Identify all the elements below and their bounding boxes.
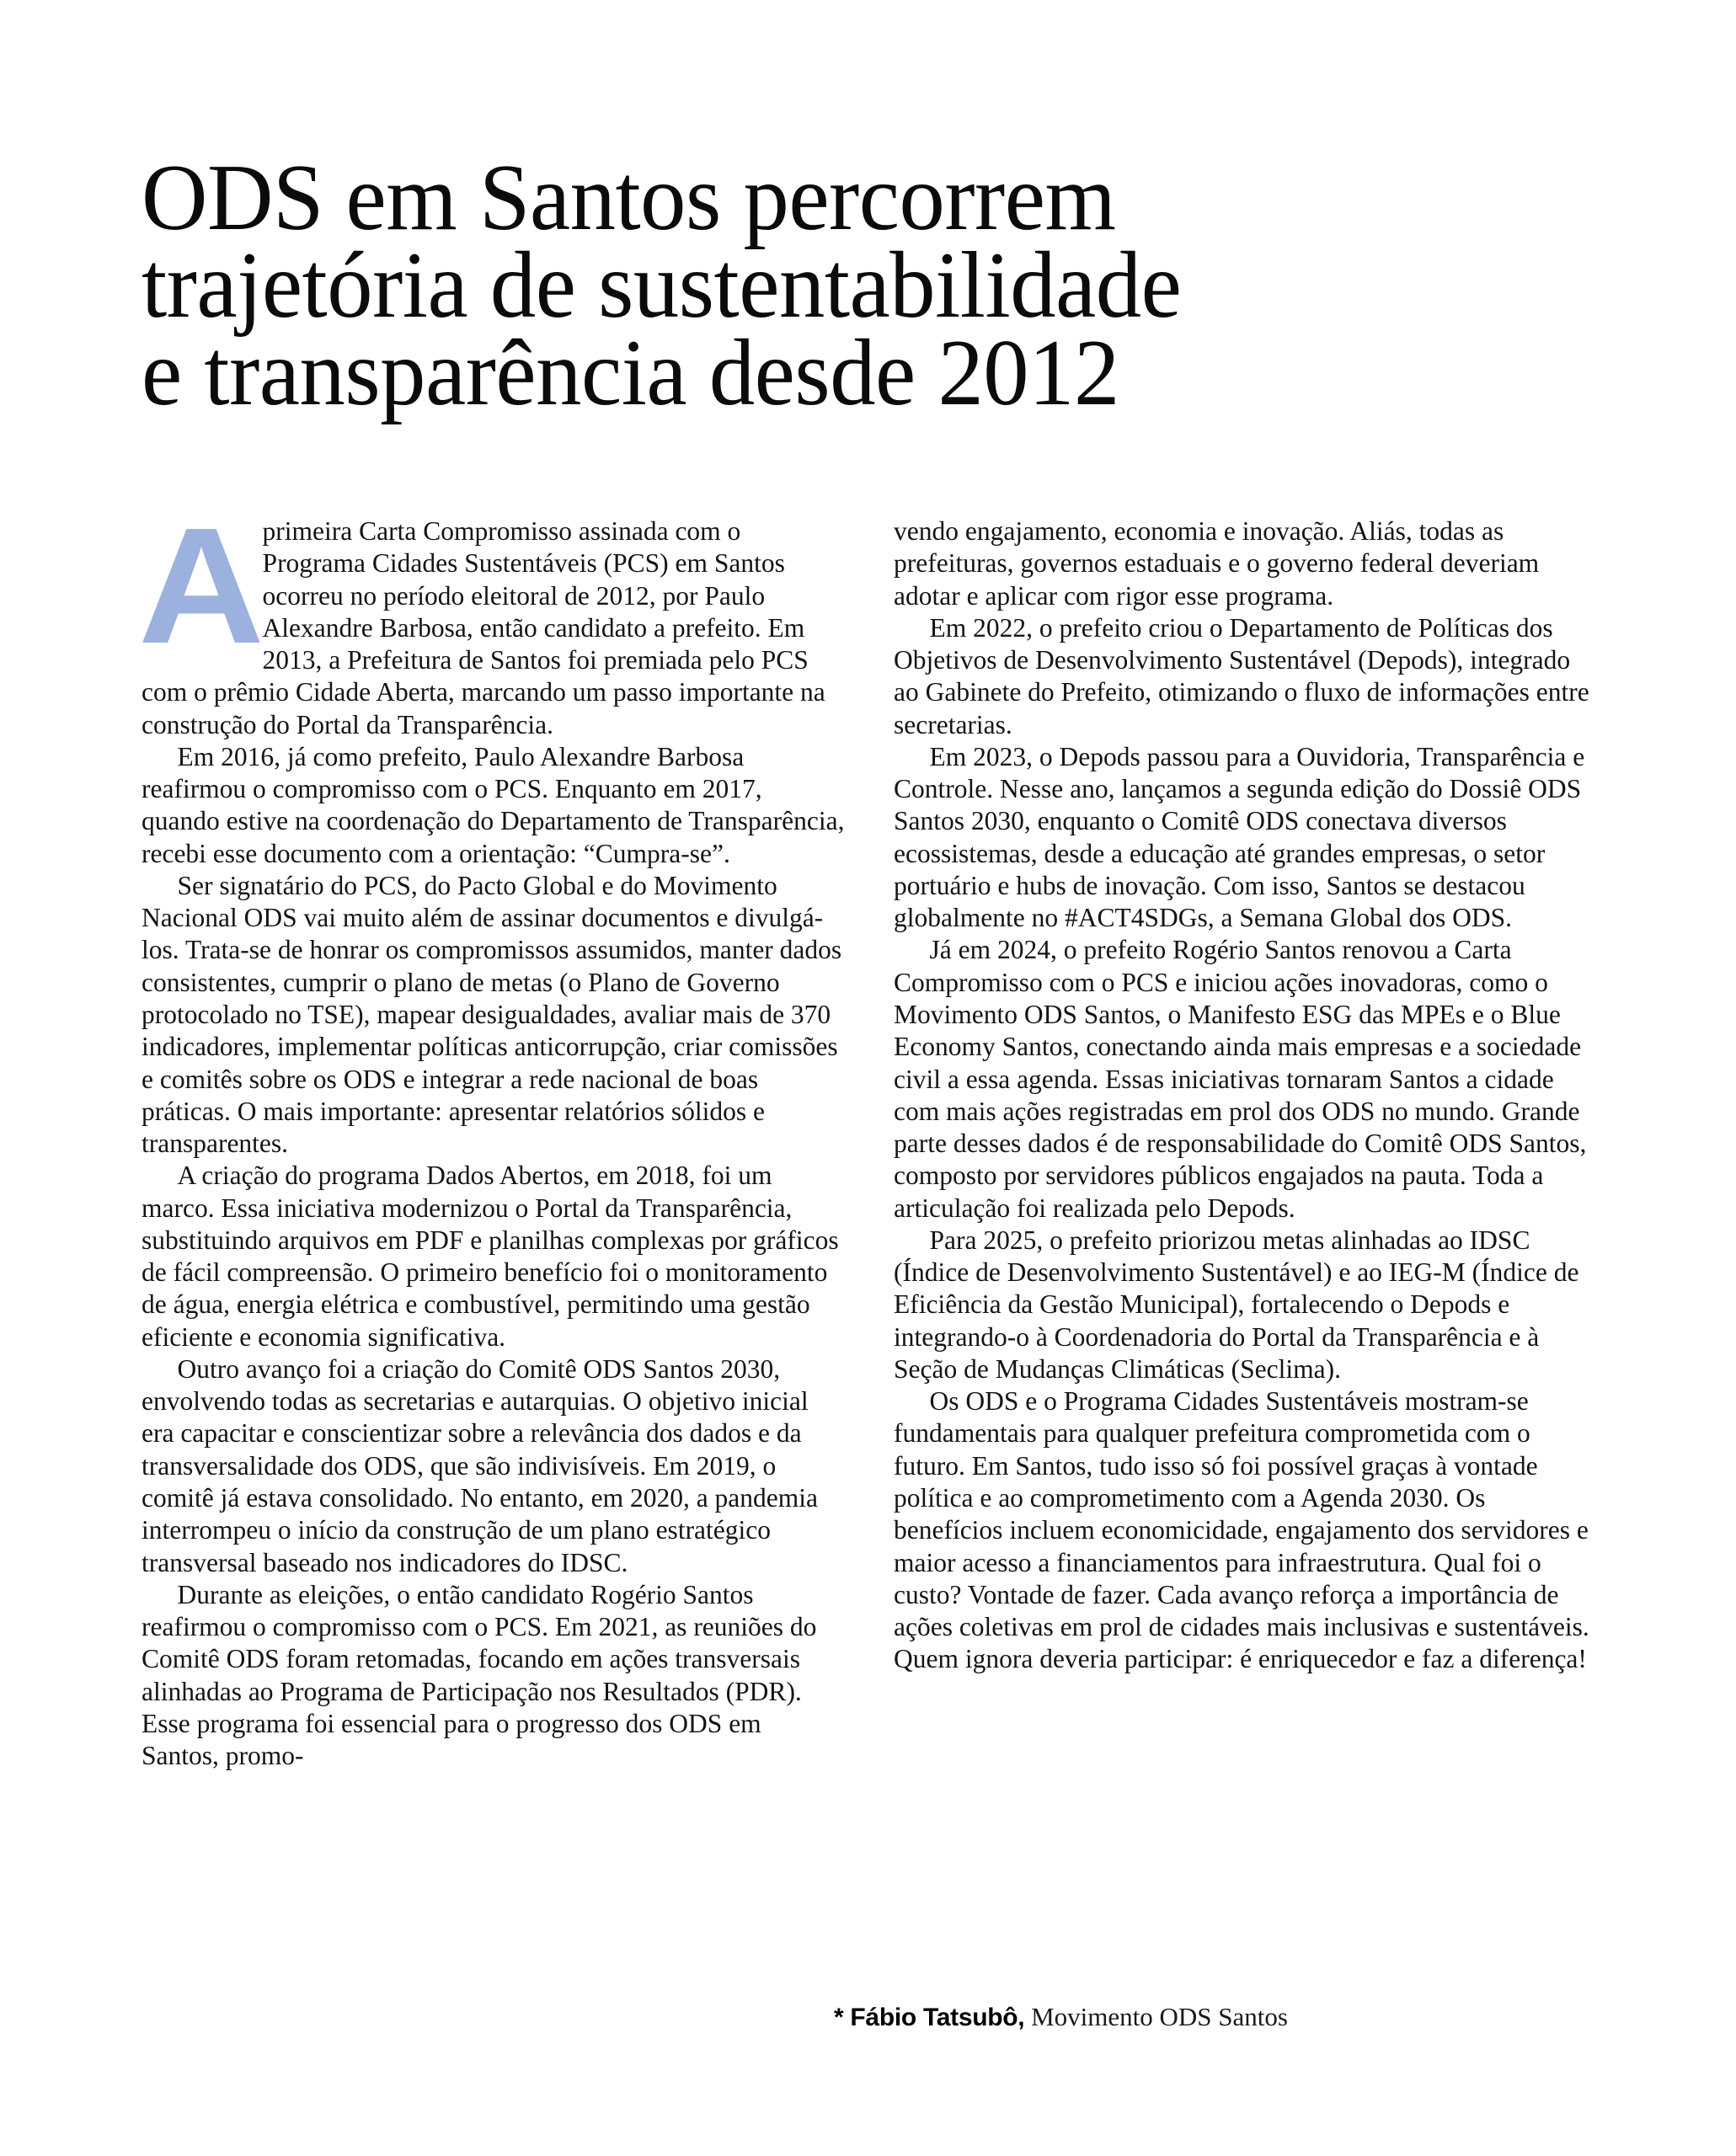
byline-author: * Fábio Tatsubô, [834,2004,1025,2031]
byline-affiliation: Movimento ODS Santos [1024,2002,1288,2031]
byline [834,2003,1288,2031]
paragraph-text: primeira Carta Compromisso assinada com o Programa Cidades Sustentáveis (PCS) em Santos ocorreu no período eleitoral de 2012, por Paulo Alexandre Barbosa, então candidato a prefeito. Em 2013, a Prefeitura de Santos foi premiada pelo PCS com o prêmio Cidade Aberta, marcando um passo importante na construção do Portal da Transparência. [142,516,825,739]
paragraph: Em 2016, já como prefeito, Paulo Alexandre Barbosa reafirmou o compromisso com o PCS. Enquanto em 2017, quando estive na coordenação do Departamento de Transparência, recebi esse documento com a orientação: “Cumpra-se”. [142,741,845,868]
paragraph: Em 2022, o prefeito criou o Departamento de Políticas dos Objetivos de Desenvolvimento Sustentável (Depods), integrado ao Gabinete do Prefeito, otimizando o fluxo de informações entre secretarias. [894,612,1589,739]
paragraph: Outro avanço foi a criação do Comitê ODS Santos 2030, envolvendo todas as secretarias e autarquias. O objetivo inicial era capacitar e conscientizar sobre a relevância dos dados e da transversalidade dos ODS, que são indivisíveis. Em 2019, o comitê já estava consolidado. No entanto, em 2020, a pandemia interrompeu o início da construção de um plano estratégico transversal baseado nos indicadores do IDSC. [142,1353,819,1577]
paragraph: Durante as eleições, o então candidato Rogério Santos reafirmou o compromisso com o PCS. Em 2021, as reuniões do Comitê ODS foram retomadas, focando em ações transversais alinhadas ao Programa de Participação nos Resultados (PDR). Esse programa foi essencial para o progresso dos ODS em Santos, promo- [142,1579,817,1771]
paragraph: Em 2023, o Depods passou para a Ouvidoria, Transparência e Controle. Nesse ano, lançamos a segunda edição do Dossiê ODS Santos 2030, enquanto o Comitê ODS conectava diversos ecossistemas, desde a educação até grandes empresas, o setor portuário e hubs de inovação. Com isso, Santos se destacou globalmente no #ACT4SDGs, a Semana Global dos ODS. [894,741,1585,933]
article-body [138,494,1597,2057]
headline-line-1: ODS em Santos percorrem [142,146,1116,251]
paragraph: A criação do programa Dados Abertos, em 2018, foi um marco. Essa iniciativa modernizou o Portal da Transparência, substituindo arquivos em PDF e planilhas complexas por gráficos de fácil compreensão. O primeiro benefício foi o monitoramento de água, energia elétrica e combustível, permitindo uma gestão eficiente e economia significativa. [142,1161,839,1352]
headline-line-2: trajetória de sustentabilidade [142,233,1182,339]
page-title [142,146,1579,426]
paragraph: Para 2025, o prefeito priorizou metas alinhadas ao IDSC (Índice de Desenvolvimento Sustentável) e ao IEG-M (Índice de Eficiência da Gestão Municipal), fortalecendo o Depods e integrando-o à Coordenadoria do Portal da Transparência e à Seção de Mudanças Climáticas (Seclima). [894,1225,1579,1384]
column-right [894,515,1597,1676]
paragraph: Os ODS e o Programa Cidades Sustentáveis mostram-se fundamentais para qualquer prefeitura comprometida com o futuro. Em Santos, tudo isso só foi possível graças à vontade política e ao comprometimento com a Agenda 2030. Os benefícios incluem economicidade, engajamento dos servidores e maior acesso a financiamentos para infraestrutura. Qual foi o custo? Vontade de fazer. Cada avanço reforça a importância de ações coletivas em prol de cidades mais inclusivas e sustentáveis. Quem ignora deveria participar: é enriquecedor e faz a diferença! [894,1386,1589,1674]
paragraph: Já em 2024, o prefeito Rogério Santos renovou a Carta Compromisso com o PCS e iniciou ações inovadoras, como o Movimento ODS Santos, o Manifesto ESG das MPEs e o Blue Economy Santos, conectando ainda mais empresas e a sociedade civil a essa agenda. Essas iniciativas tornaram Santos a cidade com mais ações registradas em prol dos ODS no mundo. Grande parte desses dados é de responsabilidade do Comitê ODS Santos, composto por servidores públicos engajados na pauta. Toda a articulação foi realizada pelo Depods. [894,935,1587,1223]
paragraph [138,494,845,741]
paragraph: Ser signatário do PCS, do Pacto Global e do Movimento Nacional ODS vai muito além de assinar documentos e divulgá-los. Trata-se de honrar os compromissos assumidos, manter dados consistentes, cumprir o plano de metas (o Plano de Governo protocolado no TSE), mapear desigualdades, avaliar mais de 370 indicadores, implementar políticas anticorrupção, criar comissões e comitês sobre os ODS e integrar a rede nacional de boas práticas. O mais importante: apresentar relatórios sólidos e transparentes. [142,870,842,1159]
drop-cap: A [138,494,265,678]
headline-line-3: e transparência desde 2012 [142,321,1119,426]
paragraph: vendo engajamento, economia e inovação. Aliás, todas as prefeituras, governos estaduais e o governo federal deveriam adotar e aplicar com rigor esse programa. [894,516,1540,611]
column-left [138,494,845,1772]
